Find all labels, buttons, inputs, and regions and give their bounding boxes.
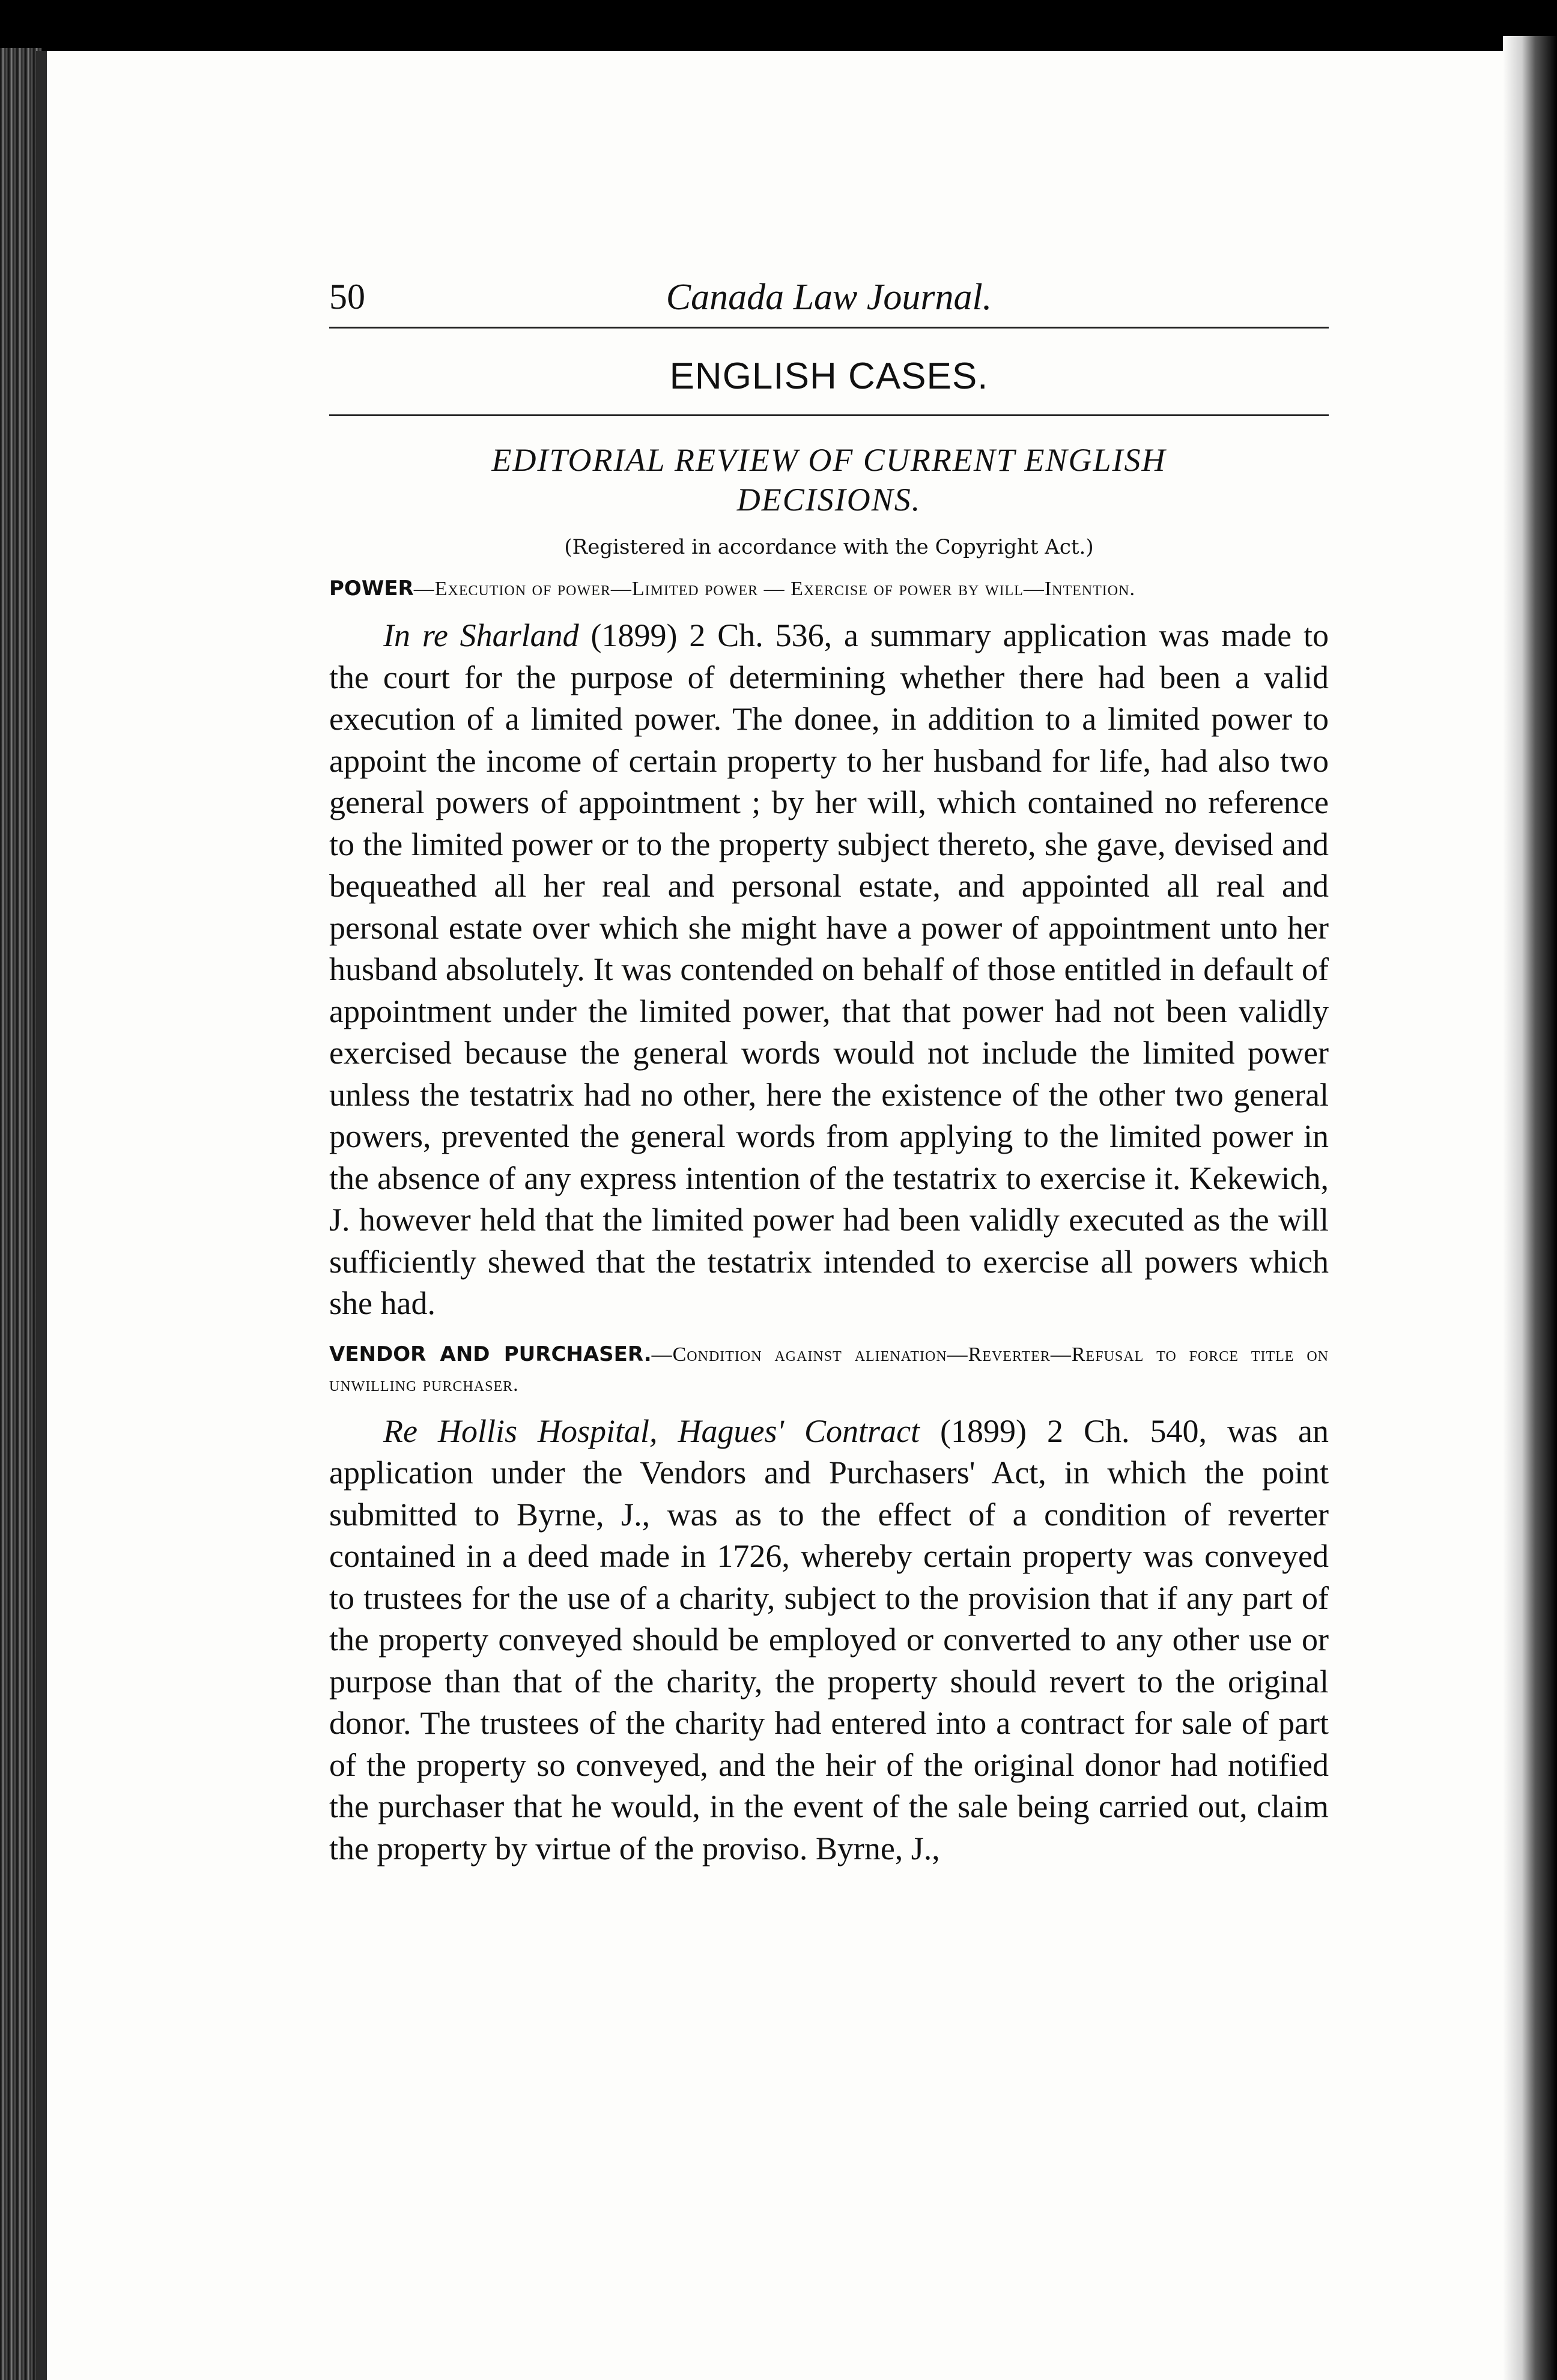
case-paragraph bbox=[329, 615, 1329, 1325]
case-headnote-text: —Execution of power—Limited power — Exercise of power by will—Intention. bbox=[413, 578, 1135, 600]
journal-title: Canada Law Journal. bbox=[666, 277, 992, 318]
case-paragraph bbox=[329, 1411, 1329, 1870]
case-name: In re Sharland bbox=[383, 617, 579, 653]
page-content bbox=[329, 276, 1329, 1870]
case-keyword: VENDOR AND PURCHASER. bbox=[329, 1342, 652, 1366]
running-head bbox=[329, 276, 1329, 329]
copyright-note: (Registered in accordance with the Copyright Act.) bbox=[564, 535, 1094, 559]
case-body: (1899) 2 Ch. 536, a summary application was made to the court for the purpose of determining whether there had been a valid execution of a limited power. The donee, in addition to a limited power to appoint the income of certain property to her husband for life, had also two general powers of appointment ; by her will, which contained no reference to the limited power or to the property subject thereto, she gave, devised and bequeathed all her real and personal estate, and appointed all real and personal estate over which she might have a power of appointment unto her husband absolutely. It was contended on behalf of those entitled in default of appointment under the limited power, that that power had not been validly exercised because the general words would not include the limited power unless the testatrix had no other, here the existence of the other two general powers, prevented the general words from applying to the limited power in the absence of any express intention of the testatrix to exercise it. Kekewich, J. however held that the limited power had been validly executed as the will sufficiently shewed that the testatrix intended to exercise all powers which she had. bbox=[329, 617, 1329, 1321]
case-headnote-text: —Condition against alienation—Reverter—Refusal to force title on unwilling purchaser. bbox=[329, 1343, 1329, 1396]
case-headnote bbox=[329, 574, 1329, 604]
case-name: Re Hollis Hospital, Hagues' Contract bbox=[383, 1413, 920, 1449]
page-edge-shadow bbox=[1503, 36, 1557, 2380]
case-body: (1899) 2 Ch. 540, was an application under the Vendors and Purchasers' Act, in which the point submitted to Byrne, J., was as to the effect of a condition of reverter contained in a deed made in 1726, whereby certain property was conveyed to trustees for the use of a charity, subject to the provision that if any part of the property conveyed should be employed or converted to any other use or purpose than that of the charity, the property should revert to the original donor. The trustees of the charity had entered into a contract for sale of part of the property so conveyed, and the heir of the original donor had notified the purchaser that he would, in the event of the sale being carried out, claim the property by virtue of the proviso. Byrne, J., bbox=[329, 1413, 1329, 1867]
page-number: 50 bbox=[329, 277, 365, 316]
case-headnote bbox=[329, 1339, 1329, 1400]
section-subtitle: EDITORIAL REVIEW OF CURRENT ENGLISH DECISIONS. bbox=[491, 442, 1167, 518]
section-title: ENGLISH CASES. bbox=[329, 355, 1329, 416]
case-keyword: POWER bbox=[329, 577, 414, 601]
